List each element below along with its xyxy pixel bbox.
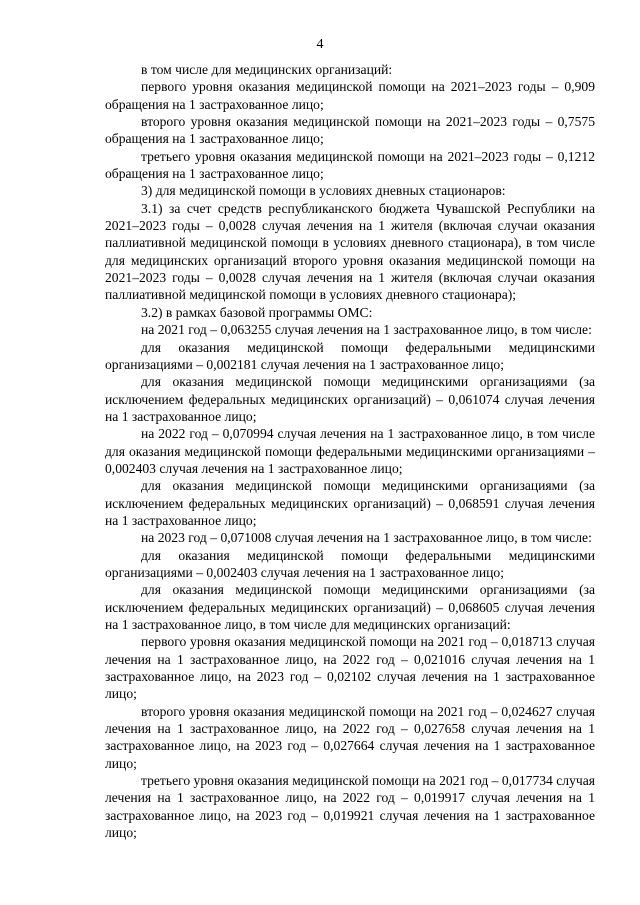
- paragraph-2023-federal: для оказания медицинской помощи федеральными медицинскими организациями – 0,002403 случая лечения на 1 застрахованное лицо;: [105, 547, 595, 580]
- paragraph-second-level-visits: второго уровня оказания медицинской помощи на 2021–2023 годы – 0,7575 обращения на 1 застрахованное лицо;: [105, 114, 595, 147]
- paragraph-2021-non-federal: для оказания медицинской помощи медицинскими организациями (за исключением федеральных медицинских организаций) – 0,061074 случая лечения на 1 застрахованное лицо;: [105, 374, 595, 424]
- paragraph-year-2022-total: на 2022 год – 0,070994 случая лечения на 1 застрахованное лицо, в том числе для оказания медицинской помощи федеральными медицинскими организациями – 0,002403 случая лечения на 1 застрахованное лицо;: [105, 426, 595, 476]
- paragraph-section-3-2: 3.2) в рамках базовой программы ОМС:: [141, 304, 373, 320]
- paragraph-medical-orgs-intro: в том числе для медицинских организаций:: [141, 62, 393, 77]
- paragraph-2022-non-federal: для оказания медицинской помощи медицинскими организациями (за исключением федеральных медицинских организаций) – 0,068591 случая лечения на 1 застрахованное лицо;: [105, 478, 595, 528]
- paragraph-2021-federal: для оказания медицинской помощи федеральными медицинскими организациями – 0,002181 случая лечения на 1 застрахованное лицо;: [105, 339, 595, 372]
- paragraph-day-hospital-heading: 3) для медицинской помощи в условиях дневных стационаров:: [141, 183, 506, 199]
- paragraph-third-level-visits: третьего уровня оказания медицинской помощи на 2021–2023 годы – 0,1212 обращения на 1 застрахованное лицо;: [105, 148, 595, 182]
- paragraph-year-2023-total: на 2023 год – 0,071008 случая лечения на 1 застрахованное лицо, в том числе:: [141, 530, 592, 546]
- paragraph-first-level-day-care: первого уровня оказания медицинской помощи на 2021 год – 0,018713 случая лечения на 1 застрахованное лицо, на 2022 год – 0,021016 случая лечения на 1 застрахованное лицо, на 2023 год – 0,02102 случая лечения на 1 застрахованное лицо;: [105, 634, 595, 702]
- paragraph-2023-non-federal: для оказания медицинской помощи медицинскими организациями (за исключением федеральных медицинских организаций) – 0,068605 случая лечения на 1 застрахованное лицо, в том числе для медицинских организаций:: [105, 582, 595, 632]
- paragraph-section-3-1: 3.1) за счет средств республиканского бюджета Чувашской Республики на 2021–2023 годы – 0,0028 случая лечения на 1 жителя (включая случаи оказания паллиативной медицинской помощи в условиях дневного стационара), в том числе для медицинских организаций второго уровня оказания медицинской помощи на 2021–2023 годы – 0,0028 случая лечения на 1 жителя (включая случаи оказания паллиативной медицинской помощи в условиях дневного стационара);: [105, 200, 595, 303]
- paragraph-third-level-day-care: третьего уровня оказания медицинской помощи на 2021 год – 0,017734 случая лечения на 1 застрахованное лицо, на 2022 год – 0,019917 случая лечения на 1 застрахованное лицо, на 2023 год – 0,019921 случая лечения на 1 застрахованное лицо;: [105, 773, 595, 841]
- paragraph-first-level-visits: первого уровня оказания медицинской помощи на 2021–2023 годы – 0,909 обращения на 1 застрахованное лицо;: [105, 79, 595, 112]
- page-number: 4: [316, 37, 324, 52]
- paragraph-year-2021-total: на 2021 год – 0,063255 случая лечения на 1 застрахованное лицо, в том числе:: [141, 322, 592, 338]
- paragraph-second-level-day-care: второго уровня оказания медицинской помощи на 2021 год – 0,024627 случая лечения на 1 застрахованное лицо, на 2022 год – 0,027658 случая лечения на 1 застрахованное лицо, на 2023 год – 0,027664 случая лечения на 1 застрахованное лицо;: [105, 703, 595, 771]
- document-body: [105, 61, 595, 841]
